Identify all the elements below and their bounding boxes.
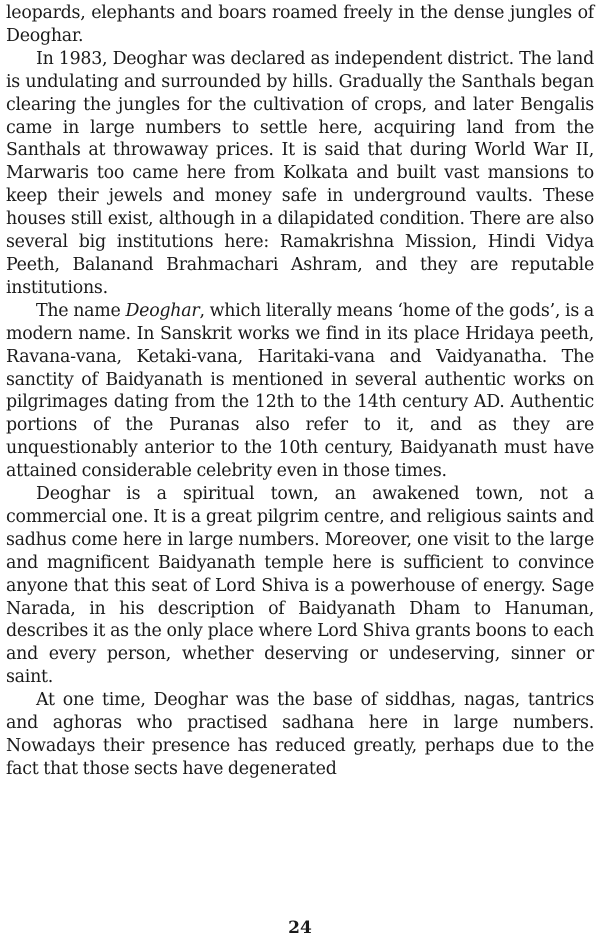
page-number: 24	[288, 918, 312, 938]
paragraph-name-origin-rest: , which literally means ‘home of the gods’, is a modern name. In Sanskrit works we find in its place Hridaya peeth, Ravana-vana, Ketaki-vana, Haritaki-vana and Vaidyanatha. The sanctity of Baidyanath is mentioned in several authentic works on pilgrimages dating from the 12th to the 14th century AD. Authentic portions of the Puranas also refer to it, and as they are unquestionably anterior to the 10th century, Baidyanath must have attained considerable celebrity even in those times.	[6, 300, 595, 482]
paragraph-name-origin	[6, 300, 594, 483]
book-page-body	[6, 2, 594, 781]
paragraph-deoghar-district: In 1983, Deoghar was declared as independent district. The land is undulating and surrounded by hills. Gradually the Santhals began clearing the jungles for the cultivation of crops, and later Bengalis came in large numbers to settle here, acquiring land from the Santhals at throwaway prices. It is said that during World War II, Marwaris too came here from Kolkata and built vast mansions to keep their jewels and money safe in underground vaults. These houses still exist, although in a dilapidated condition. There are also several big institutions here: Ramakrishna Mission, Hindi Vidya Peeth, Balanand Brahmachari Ashram, and they are reputable institutions.	[6, 48, 594, 298]
paragraph-siddhas-base: At one time, Deoghar was the base of siddhas, nagas, tantrics and aghoras who practised sadhana here in large numbers. Nowadays their presence has reduced greatly, perhaps due to the fact that those sects have degenerated	[6, 690, 594, 779]
paragraph-spiritual-town: Deoghar is a spiritual town, an awakened town, not a commercial one. It is a great pilgrim centre, and religious saints and sadhus come here in large numbers. Moreover, one visit to the large and magnificent Baidyanath temple here is sufficient to convince anyone that this seat of Lord Shiva is a powerhouse of energy. Sage Narada, in his description of Baidyanath Dham to Hanuman, describes it as the only place where Lord Shiva grants boons to each and every person, whether deserving or undeserving, sinner or saint.	[6, 484, 594, 688]
paragraph-continuation: leopards, elephants and boars roamed freely in the dense jungles of Deoghar.	[6, 3, 594, 46]
italic-term-deoghar: Deoghar	[125, 300, 200, 321]
paragraph-name-origin-lead: The name	[36, 300, 126, 321]
